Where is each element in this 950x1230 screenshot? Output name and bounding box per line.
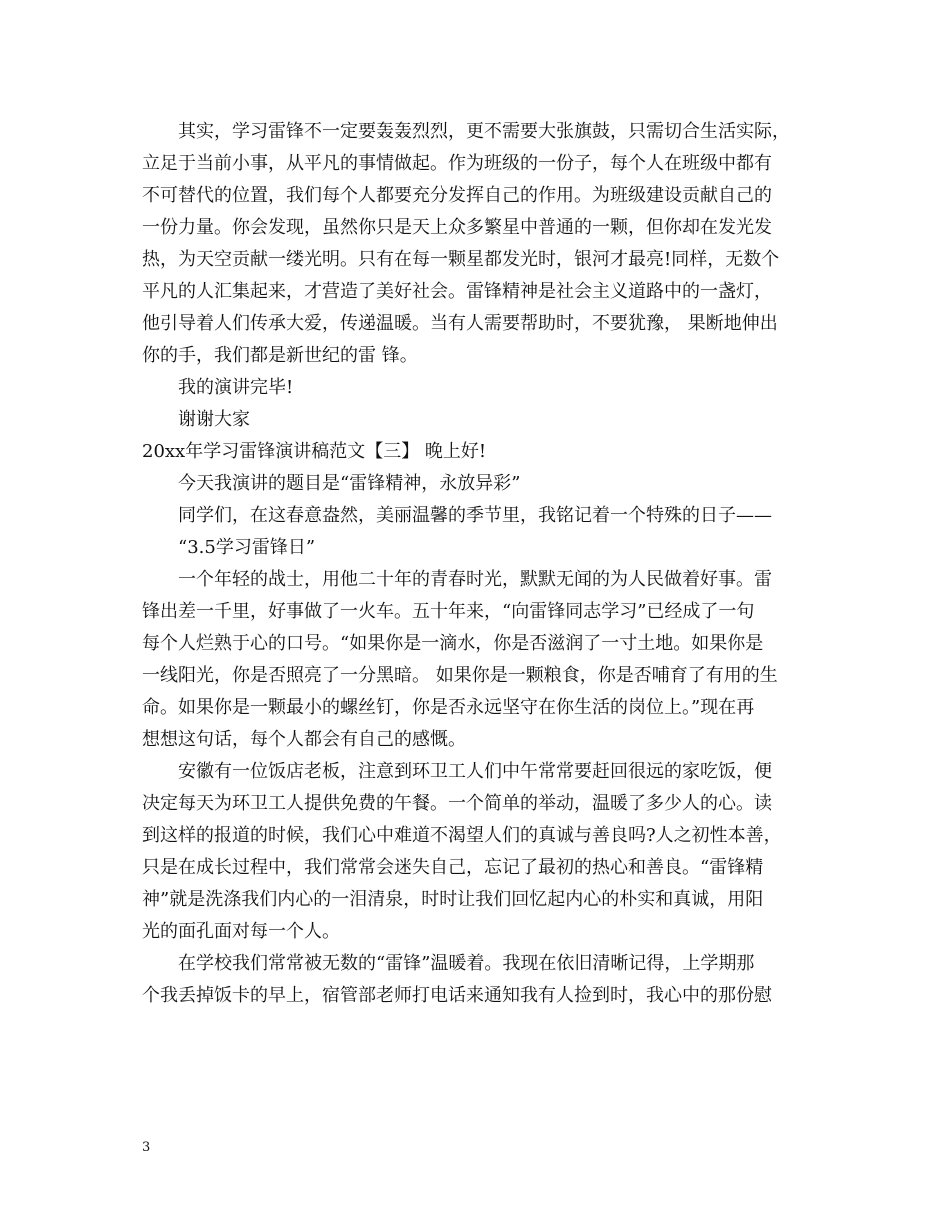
text-line: 他引导着人们传承大爱，传递温暖。当有人需要帮助时，不要犹豫， 果断地伸出 xyxy=(142,313,778,334)
text-line: 到这样的报道的时候，我们心中难道不渴望人们的真诚与善良吗?人之初性本善， xyxy=(142,825,782,846)
text-line: 一个年轻的战士，用他二十年的青春时光，默默无闻的为人民做着好事。雷 xyxy=(178,569,772,590)
text-line: 锋出差一千里，好事做了一火车。五十年来，“向雷锋同志学习”已经成了一句 xyxy=(142,601,755,622)
page-number: 3 xyxy=(142,1140,151,1155)
text-line: 20xx年学习雷锋演讲稿范文【三】 晚上好! xyxy=(142,441,487,462)
text-line: 光的面孔面对每一个人。 xyxy=(142,921,340,942)
document-body xyxy=(142,116,822,1012)
text-line: 谢谢大家 xyxy=(178,409,250,430)
text-line: 决定每天为环卫工人提供免费的午餐。一个简单的举动，温暖了多少人的心。读 xyxy=(142,793,772,814)
text-line: 只是在成长过程中，我们常常会迷失自己，忘记了最初的热心和善良。“雷锋精 xyxy=(142,857,764,878)
text-line: 命。如果你是一颗最小的螺丝钉，你是否永远坚守在你生活的岗位上。”现在再 xyxy=(142,697,755,718)
text-line: 个我丢掉饭卡的早上，宿管部老师打电话来通知我有人捡到时，我心中的那份慰 xyxy=(142,985,772,1006)
text-line: 同学们，在这春意盎然，美丽温馨的季节里，我铭记着一个特殊的日子—— xyxy=(178,505,772,526)
text-line: 神”就是洗涤我们内心的一泪清泉，时时让我们回忆起内心的朴实和真诚，用阳 xyxy=(142,889,764,910)
text-line: 想想这句话，每个人都会有自己的感慨。 xyxy=(142,729,466,750)
text-line: 我的演讲完毕! xyxy=(178,377,294,398)
text-line: 一线阳光，你是否照亮了一分黑暗。 如果你是一颗粮食，你是否哺育了有用的生 xyxy=(142,665,778,686)
text-line: 在学校我们常常被无数的“雷锋”温暖着。我现在依旧清晰记得，上学期那 xyxy=(178,953,755,974)
text-line: 安徽有一位饭店老板，注意到环卫工人们中午常常要赶回很远的家吃饭，便 xyxy=(178,761,772,782)
text-line: 不可替代的位置，我们每个人都要充分发挥自己的作用。为班级建设贡献自己的 xyxy=(142,185,772,206)
text-line: 其实，学习雷锋不一定要轰轰烈烈，更不需要大张旗鼓，只需切合生活实际， xyxy=(178,121,790,142)
text-line: 每个人烂熟于心的口号。“如果你是一滴水，你是否滋润了一寸土地。如果你是 xyxy=(142,633,764,654)
text-line: 一份力量。你会发现，虽然你只是天上众多繁星中普通的一颗，但你却在发光发 xyxy=(142,217,772,238)
text-line: 今天我演讲的题目是“雷锋精神，永放异彩” xyxy=(178,473,521,494)
text-line: 你的手，我们都是新世纪的雷 锋。 xyxy=(142,345,418,366)
text-line: 平凡的人汇集起来，才营造了美好社会。雷锋精神是社会主义道路中的一盏灯， xyxy=(142,281,772,302)
text-line: 立足于当前小事，从平凡的事情做起。作为班级的一份子，每个人在班级中都有 xyxy=(142,153,772,174)
text-line: “3.5学习雷锋日” xyxy=(178,537,316,558)
text-line: 热，为天空贡献一缕光明。只有在每一颗星都发光时，银河才最亮!同样，无数个 xyxy=(142,249,780,270)
